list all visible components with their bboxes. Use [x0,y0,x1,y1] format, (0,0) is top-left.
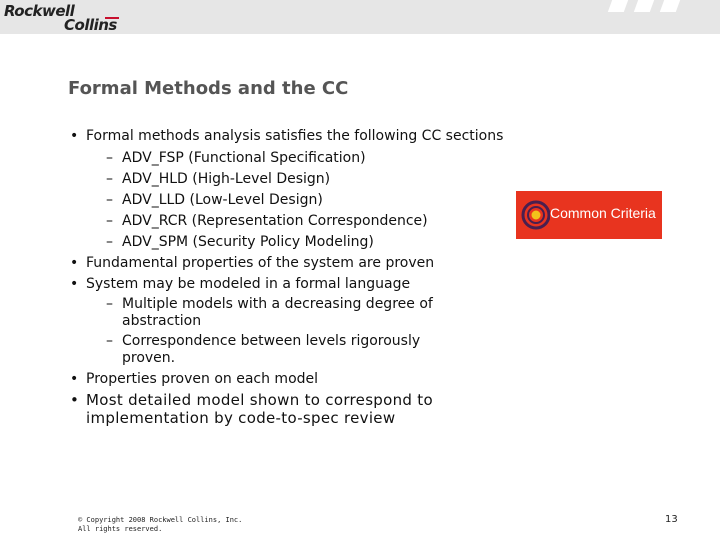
slide-title: Formal Methods and the CC [68,78,349,99]
common-criteria-logo [516,191,662,239]
page-number: 13 [665,514,678,525]
header-stripes-decoration [602,0,692,12]
common-criteria-emblem-icon [516,191,550,239]
copyright-line-2: All rights reserved. [78,525,163,533]
bullet-list [70,128,510,427]
bullet-item: • System may be modeled in a formal language [70,274,510,294]
logo-line-2: Collins [64,16,117,34]
bullet-item: • Formal methods analysis satisfies the following CC sections [70,128,510,145]
bullet-item: • Properties proven on each model [70,369,510,389]
sub-bullet-item: – ADV_LLD (Low-Level Design) [70,190,510,210]
copyright-line-1: © Copyright 2008 Rockwell Collins, Inc. [78,516,243,524]
sub-bullet-item: – ADV_RCR (Representation Correspondence) [70,211,510,231]
copyright-notice [78,516,242,534]
sub-bullet-item: – ADV_HLD (High-Level Design) [70,169,510,189]
sub-bullet-item: – Correspondence between levels rigorously proven. [70,333,510,367]
logo-line-1: Rockwell [4,2,75,20]
rockwell-collins-logo [4,2,134,34]
bullet-item: • Fundamental properties of the system are proven [70,253,510,273]
bullet-item: • Most detailed model shown to correspond to implementation by code-to-spec review [70,391,510,427]
header-bar [0,0,720,34]
sub-bullet-item: – ADV_FSP (Functional Specification) [70,148,510,168]
sub-bullet-item: – ADV_SPM (Security Policy Modeling) [70,232,510,252]
common-criteria-logo-text: Common Criteria [550,205,656,221]
sub-bullet-item: – Multiple models with a decreasing degree of abstraction [70,296,510,330]
